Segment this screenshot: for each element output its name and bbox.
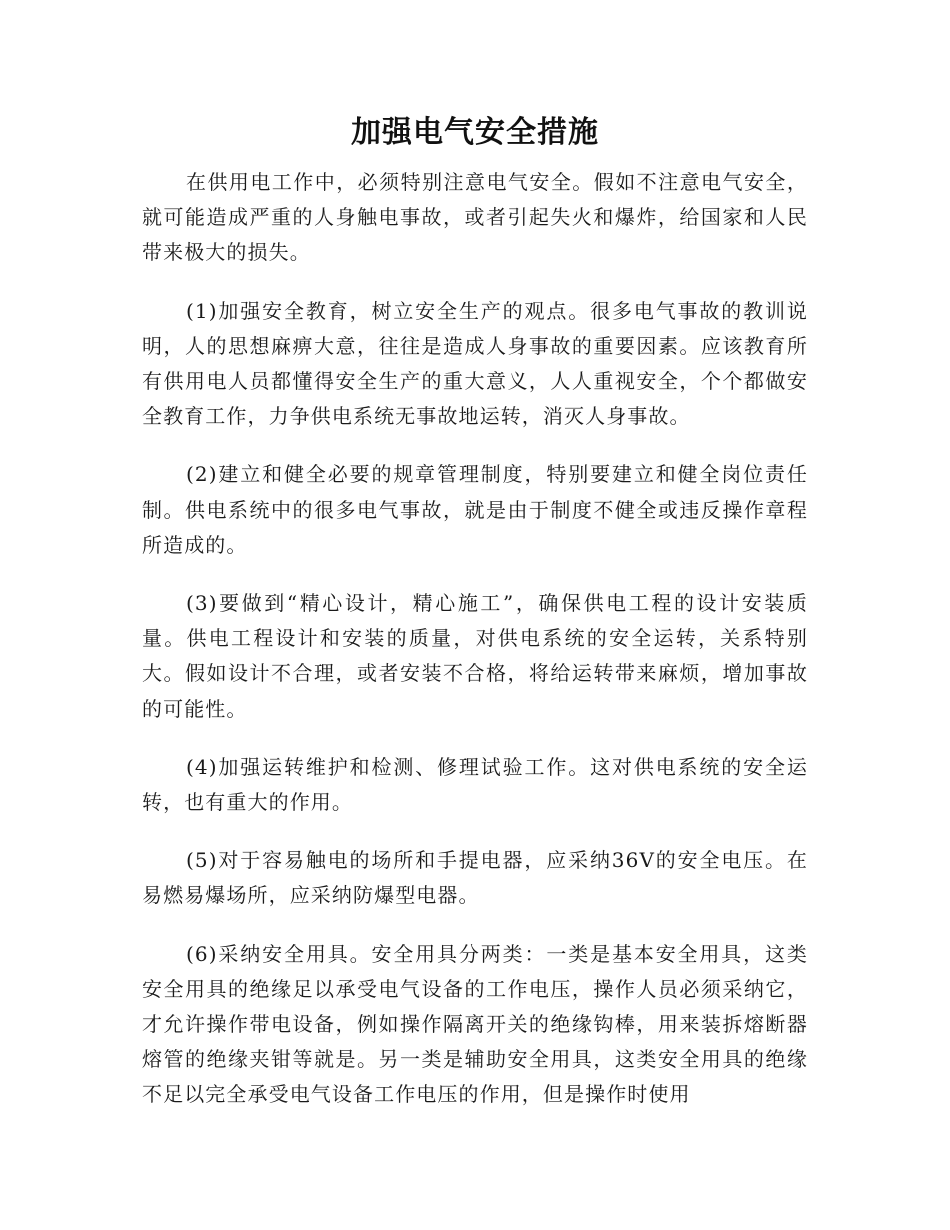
paragraph-item-6: (6)采纳安全用具。安全用具分两类：一类是基本安全用具，这类安全用具的绝缘足以承受电气设备的工作电压，操作人员必须采纳它，才允许操作带电设备，例如操作隔离开关的绝缘钩棒，用来装拆熔断器熔管的绝缘夹钳等就是。另一类是辅助安全用具，这类安全用具的绝缘不足以完全承受电气设备工作电压的作用，但是操作时使用 — [142, 941, 808, 1107]
paragraph-intro: 在供用电工作中，必须特别注意电气安全。假如不注意电气安全，就可能造成严重的人身触电事故，或者引起失火和爆炸，给国家和人民带来极大的损失。 — [142, 170, 808, 265]
paragraph-item-2: (2)建立和健全必要的规章管理制度，特别要建立和健全岗位责任制。供电系统中的很多电气事故，就是由于制度不健全或违反操作章程所造成的。 — [142, 462, 808, 557]
document-title: 加强电气安全措施 — [351, 115, 599, 150]
paragraph-item-3: (3)要做到“精心设计，精心施工”，确保供电工程的设计安装质量。供电工程设计和安装的质量，对供电系统的安全运转，关系特别大。假如设计不合理，或者安装不合格，将给运转带来麻烦，增加事故的可能性。 — [142, 591, 808, 721]
paragraph-item-5: (5)对于容易触电的场所和手提电器，应采纳36V的安全电压。在易燃易爆场所，应采纳防爆型电器。 — [142, 848, 808, 908]
paragraph-item-4: (4)加强运转维护和检测、修理试验工作。这对供电系统的安全运转，也有重大的作用。 — [142, 754, 808, 815]
document-body — [142, 165, 808, 1136]
paragraph-item-1: (1)加强安全教育，树立安全生产的观点。很多电气事故的教训说明，人的思想麻痹大意，往往是造成人身事故的重要因素。应该教育所有供用电人员都懂得安全生产的重大意义，人人重视安全，个个都做安全教育工作，力争供电系统无事故地运转，消灭人身事故。 — [142, 298, 808, 429]
